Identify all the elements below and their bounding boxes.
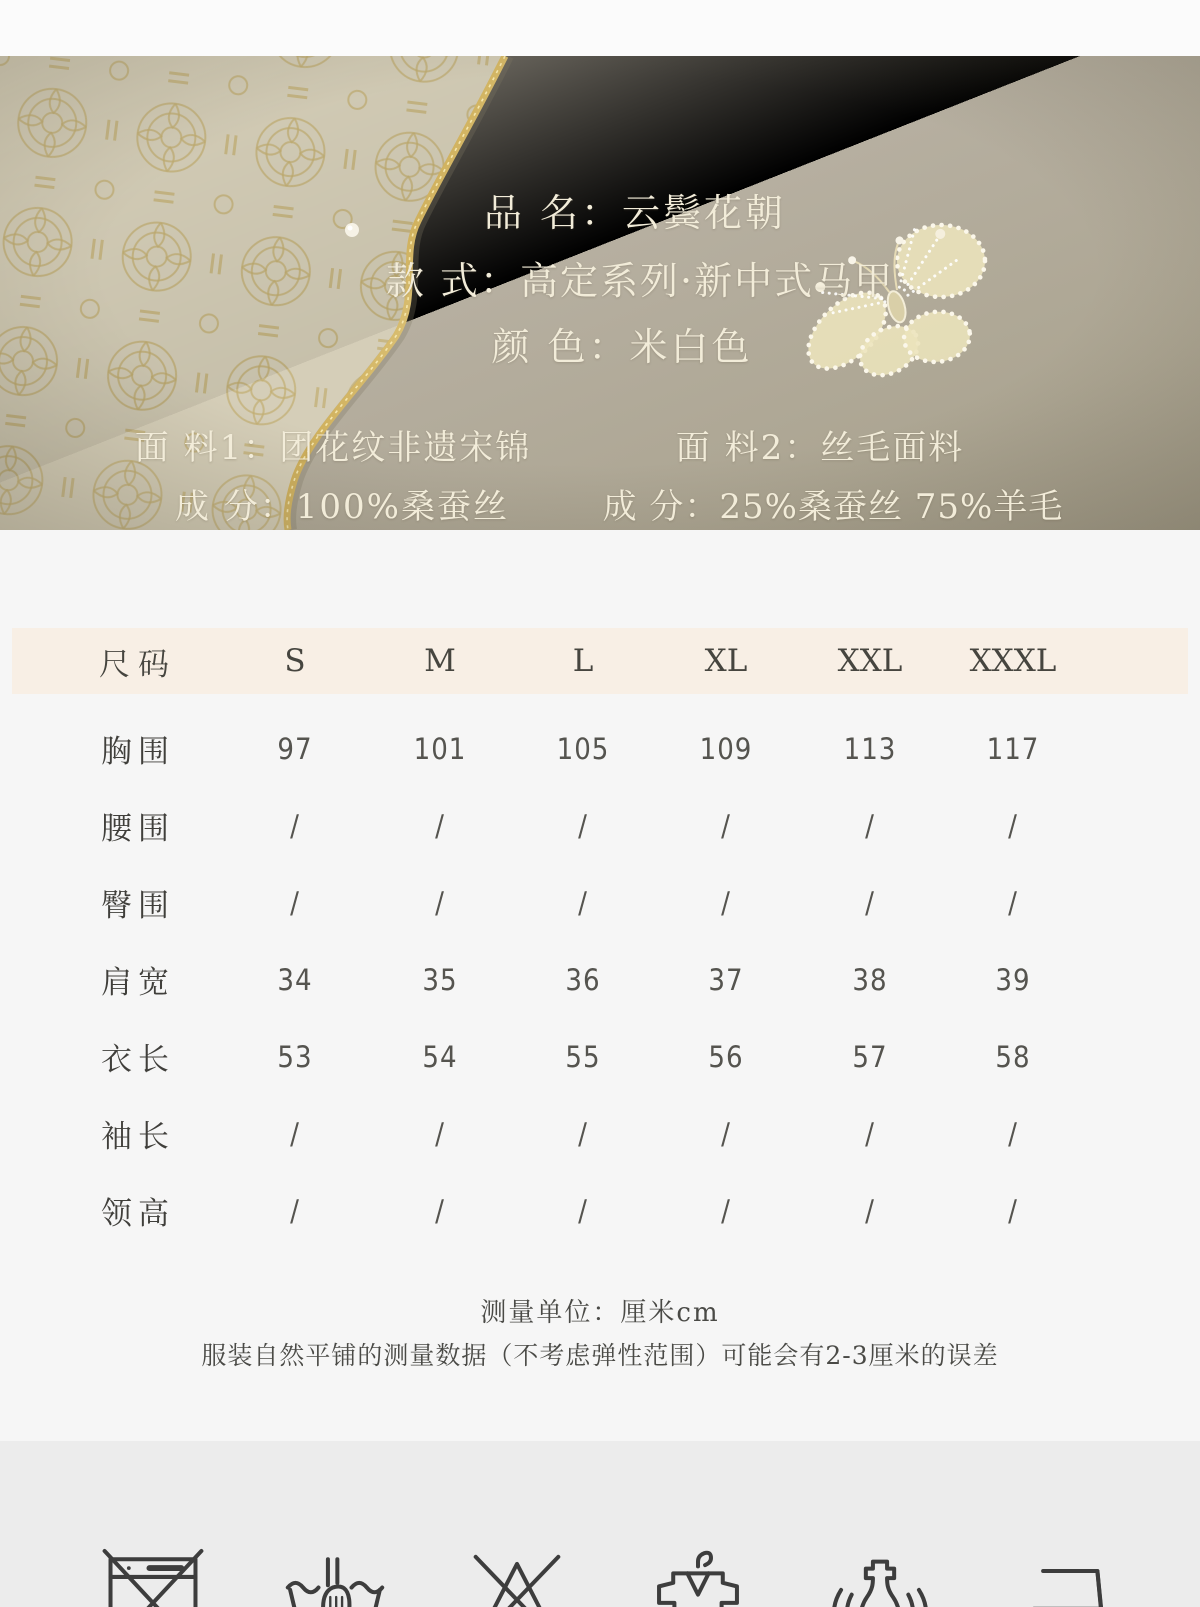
size-chart-header-m: M xyxy=(424,643,456,679)
table-row xyxy=(0,1095,1200,1172)
cell-value: / xyxy=(1008,885,1018,920)
cell-value: 57 xyxy=(852,1039,888,1074)
cell-value: / xyxy=(435,1193,445,1228)
cell-value: / xyxy=(435,808,445,843)
cell-value: / xyxy=(865,808,875,843)
cell-value: / xyxy=(721,885,731,920)
cell-value: / xyxy=(865,1193,875,1228)
cell-value: 36 xyxy=(565,962,601,997)
do-not-machine-wash-icon xyxy=(94,1537,212,1607)
cell-value: 56 xyxy=(708,1039,744,1074)
cell-value: 58 xyxy=(995,1039,1031,1074)
measurement-tolerance-note: 服装自然平铺的测量数据（不考虑弹性范围）可能会有2-3厘米的误差 xyxy=(201,1341,999,1370)
steam-dress-form-icon xyxy=(821,1537,939,1607)
cell-value: 97 xyxy=(277,731,313,766)
cell-value: 101 xyxy=(413,731,467,766)
row-label: 胸围 xyxy=(101,734,175,770)
do-not-bleach-icon xyxy=(458,1537,576,1607)
product-name-line: 品 名：云鬓花朝 xyxy=(483,191,787,235)
cell-value: / xyxy=(290,1116,300,1151)
cell-value: 117 xyxy=(986,731,1040,766)
hand-wash-icon xyxy=(276,1537,394,1607)
fabric2-composition-line: 成 分：25%桑蚕丝 75%羊毛 xyxy=(602,487,1064,527)
cell-value: 105 xyxy=(556,731,610,766)
row-label: 袖长 xyxy=(101,1119,175,1155)
fabric1-line: 面 料1：团花纹非遗宋锦 xyxy=(134,428,532,468)
cell-value: / xyxy=(290,1193,300,1228)
table-row xyxy=(0,1172,1200,1249)
cell-value: 39 xyxy=(995,962,1031,997)
iron-low-heat-icon xyxy=(1003,1537,1121,1607)
cell-value: 38 xyxy=(852,962,888,997)
row-label: 衣长 xyxy=(101,1042,175,1078)
row-label: 腰围 xyxy=(101,811,175,847)
size-chart-header-xxl: XXL xyxy=(837,643,903,679)
cell-value: 35 xyxy=(422,962,458,997)
table-row xyxy=(0,941,1200,1018)
cell-value: / xyxy=(435,1116,445,1151)
cell-value: / xyxy=(435,885,445,920)
cell-value: 53 xyxy=(277,1039,313,1074)
cell-value: / xyxy=(578,1193,588,1228)
size-chart-header-xxxl: XXXL xyxy=(969,643,1057,679)
cell-value: / xyxy=(721,1193,731,1228)
care-instructions-strip xyxy=(0,1441,1200,1607)
cell-value: 54 xyxy=(422,1039,458,1074)
cell-value: / xyxy=(1008,1116,1018,1151)
size-chart-header-label: 尺码 xyxy=(99,646,177,683)
cell-value: / xyxy=(578,1116,588,1151)
cell-value: / xyxy=(721,1116,731,1151)
cell-value: 34 xyxy=(277,962,313,997)
cell-value: / xyxy=(721,808,731,843)
cell-value: / xyxy=(290,808,300,843)
table-row xyxy=(0,710,1200,787)
top-spacer xyxy=(0,0,1200,56)
product-style-line: 款 式：高定系列·新中式马甲 xyxy=(385,259,895,303)
product-color-line: 颜 色：米白色 xyxy=(491,325,753,369)
table-row xyxy=(0,787,1200,864)
cell-value: 113 xyxy=(843,731,897,766)
cell-value: / xyxy=(578,808,588,843)
size-chart-header xyxy=(12,628,1188,694)
care-icons-row xyxy=(0,1537,1200,1607)
row-label: 领高 xyxy=(101,1196,175,1232)
cell-value: / xyxy=(865,1116,875,1151)
table-row xyxy=(0,1018,1200,1095)
cell-value: / xyxy=(1008,808,1018,843)
size-chart-header-xl: XL xyxy=(704,643,748,679)
size-chart-header-l: L xyxy=(572,643,594,679)
cell-value: 55 xyxy=(565,1039,601,1074)
table-row xyxy=(0,864,1200,941)
cell-value: / xyxy=(578,885,588,920)
fabric1-composition-line: 成 分：100%桑蚕丝 xyxy=(174,487,509,527)
row-label: 肩宽 xyxy=(101,965,175,1001)
cell-value: 109 xyxy=(699,731,753,766)
size-chart-body xyxy=(0,710,1200,1249)
cell-value: / xyxy=(865,885,875,920)
cell-value: / xyxy=(1008,1193,1018,1228)
size-chart-header-s: S xyxy=(284,643,306,679)
product-hero-photo xyxy=(0,56,1200,530)
fabric2-line: 面 料2：丝毛面料 xyxy=(675,428,965,468)
measurement-unit-note: 测量单位：厘米cm xyxy=(480,1298,720,1328)
cell-value: 37 xyxy=(708,962,744,997)
hang-to-dry-icon xyxy=(639,1537,757,1607)
row-label: 臀围 xyxy=(101,888,175,924)
cell-value: / xyxy=(290,885,300,920)
